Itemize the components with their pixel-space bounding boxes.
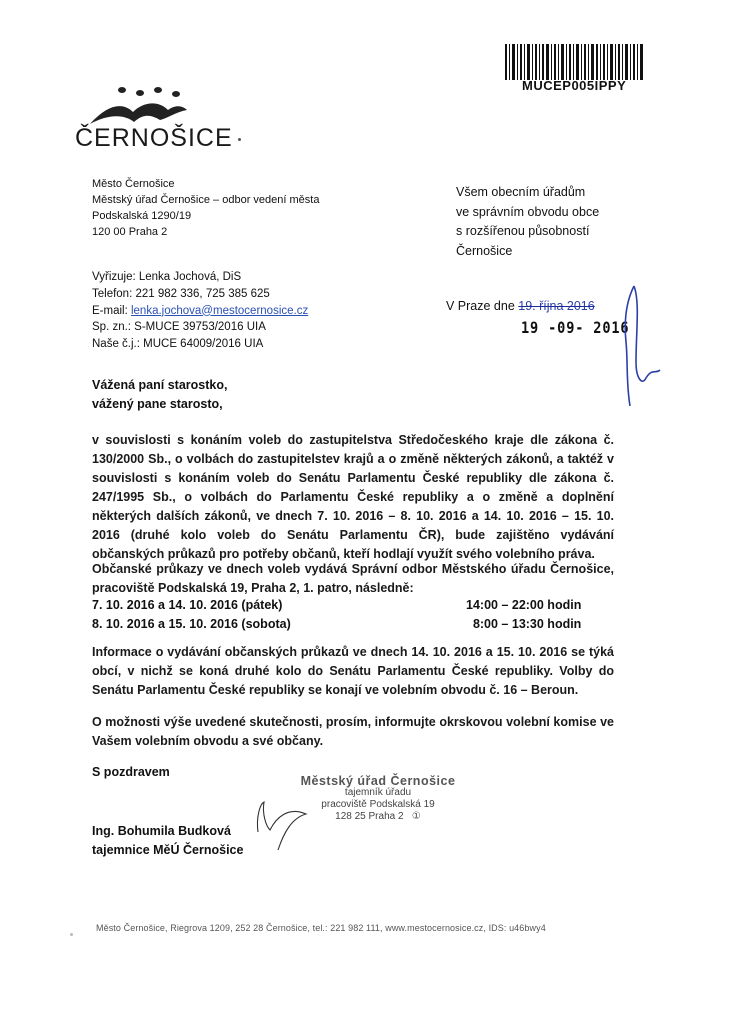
email-link[interactable]: lenka.jochova@mestocernosice.cz [130, 304, 309, 317]
struck-date: 19. října 2016 [518, 299, 595, 313]
closing: S pozdravem [92, 765, 170, 779]
schedule-table [92, 596, 614, 634]
schedule-dates: 7. 10. 2016 a 14. 10. 2016 (pátek) [92, 598, 283, 612]
schedule-row [92, 615, 614, 634]
paragraph-3: Informace o vydávání občanských průkazů ve dnech 14. 10. 2016 a 15. 10. 2016 se týká obcí, v nichž se koná druhé kolo do Senátu Parlamentu České republiky. Volby do Senátu Parlamentu České republiky se konají ve volebním obvodu č. 16 – Beroun. [92, 645, 614, 697]
signer-name: Ing. Bohumila Budková [92, 824, 231, 838]
sender-line: Město Černošice [92, 178, 175, 190]
paragraph-2: Občanské průkazy ve dnech voleb vydává Správní odbor Městského úřadu Černošice, pracoviště Podskalská 19, Praha 2, 1. patro, následně: [92, 562, 614, 595]
recipient-line: s rozšířenou působností [456, 224, 590, 238]
decorative-dot [70, 933, 73, 936]
paragraph-4: O možnosti výše uvedené skutečnosti, prosím, informujte okrskovou volební komise ve Vašem volebním obvodu a své občany. [92, 715, 614, 748]
decorative-dot [238, 138, 241, 141]
stamp-line: tajemník úřadu [344, 787, 412, 798]
footer: Město Černošice, Riegrova 1209, 252 28 Černošice, tel.: 221 982 111, www.mestocernosice.cz, IDS: u46bwy4 [96, 923, 546, 933]
barcode [505, 44, 643, 80]
schedule-dates: 8. 10. 2016 a 15. 10. 2016 (sobota) [92, 617, 291, 631]
reference-nase-cj: Naše č.j.: MUCE 64009/2016 UIA [92, 338, 264, 351]
sender-line: Podskalská 1290/19 [92, 210, 192, 222]
stamped-date: 19 -09- 2016 [521, 318, 630, 337]
stamp-address: 128 25 Praha 2 [335, 811, 404, 822]
dateline [446, 299, 595, 313]
signature-icon [248, 792, 318, 852]
signer-title: tajemnice MěÚ Černošice [92, 843, 244, 857]
schedule-hours: 14:00 – 22:00 hodin [466, 598, 582, 612]
barcode-code: MUCEP005IPPY [522, 78, 627, 93]
cernosice-logo-icon [88, 84, 188, 128]
reference-sp-zn: Sp. zn.: S-MUCE 39753/2016 UIA [92, 321, 266, 334]
paragraph-1: v souvislosti s konáním voleb do zastupitelstva Středočeského kraje dle zákona č. 130/2000 Sb., o volbách do zastupitelstev krajů a o změně některých zákonů, a taktéž v souvislosti s konáním voleb do Senátu Parlamentu České republiky dle zákona č. 247/1995 Sb., o volbách do Parlamentu České republiky a o změně a doplnění některých dalších zákonů, ve dnech 7. 10. 2016 – 8. 10. 2016 a 14. 10. 2016 – 15. 10. 2016 (druhé kolo voleb do Senátu Parlamentu ČR), bude zajištěno vydávání občanských průkazů pro potřeby občanů, kteří hodlají využít svého volebního práva. [92, 433, 614, 561]
dateline-prefix: V Praze dne [446, 299, 519, 313]
recipient-block [456, 183, 599, 261]
sender-block [92, 176, 319, 240]
recipient-line: Černošice [456, 243, 513, 258]
contact-block [92, 269, 308, 353]
handwritten-mark-icon [606, 282, 664, 412]
salutation-line: Vážená paní starostko, [92, 378, 228, 392]
recipient-line: Všem obecním úřadům [456, 185, 586, 199]
email-row [92, 303, 308, 320]
schedule-row [92, 596, 614, 615]
logo-wordmark: ČERNOŠICE [75, 124, 233, 152]
sender-line: 120 00 Praha 2 [92, 226, 168, 238]
stamp-heading: Městský úřad Černošice [300, 774, 456, 788]
schedule-hours: 8:00 – 13:30 hodin [466, 617, 582, 631]
handler: Vyřizuje: Lenka Jochová, DiS [92, 271, 242, 283]
email-label: E-mail: [92, 304, 131, 317]
signer-block [92, 822, 243, 860]
stamp-number: ① [411, 811, 421, 822]
stamp-line: pracoviště Podskalská 19 [321, 799, 435, 810]
phone: Telefon: 221 982 336, 725 385 625 [92, 287, 270, 300]
recipient-line: ve správním obvodu obce [456, 204, 600, 219]
salutation [92, 376, 227, 414]
sender-line: Městský úřad Černošice – odbor vedení města [92, 194, 320, 206]
salutation-line: vážený pane starosto, [92, 397, 223, 411]
